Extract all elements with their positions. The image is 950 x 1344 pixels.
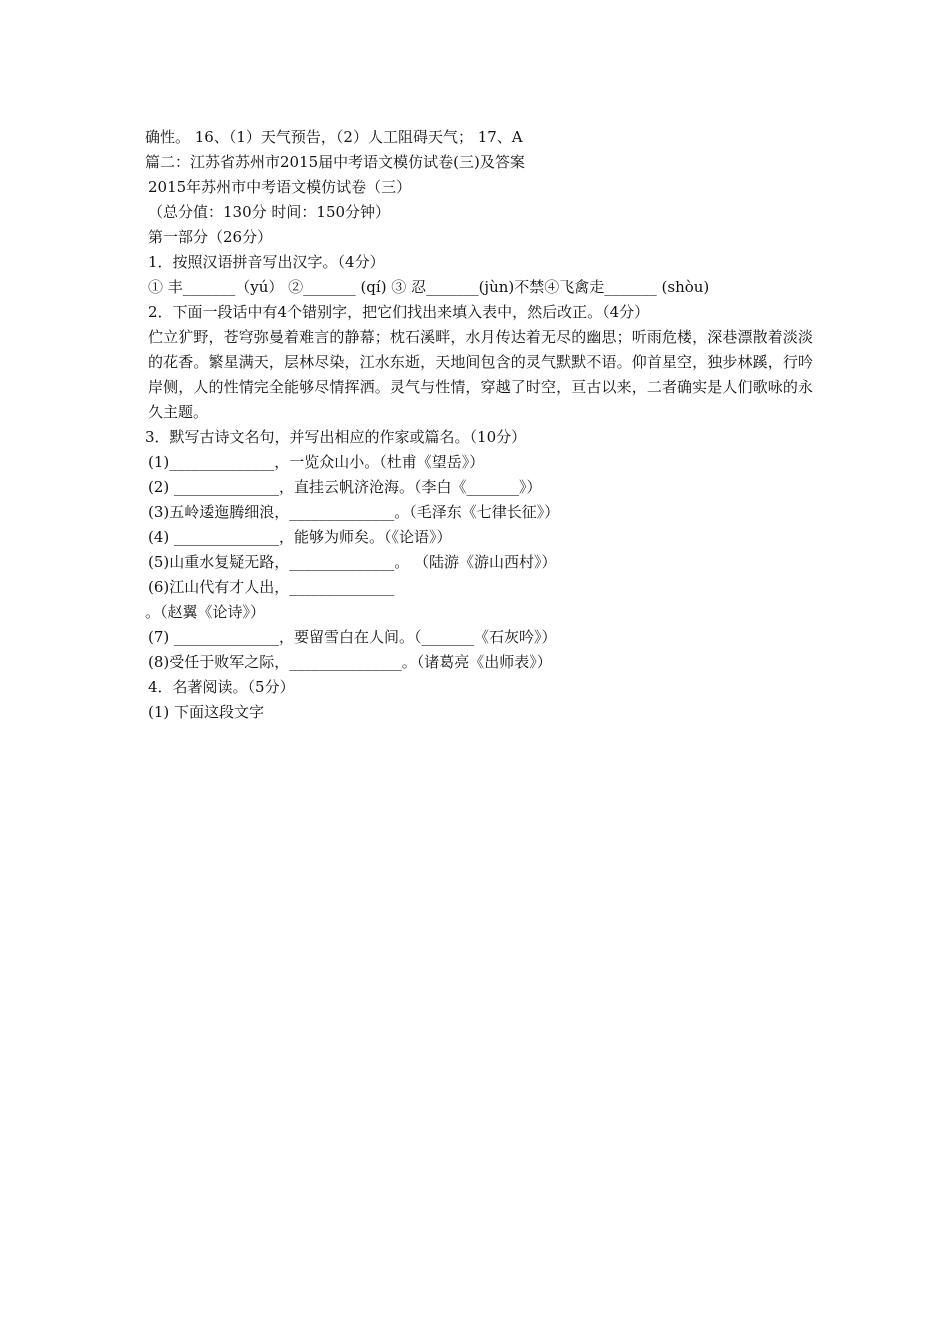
exam-info: （总分值：130分 时间：150分钟） [148,203,391,221]
exam-title: 2015年苏州市中考语文模仿试卷（三） [148,178,412,196]
question-2: 2．下面一段话中有4个错别字，把它们找出来填入表中，然后改正。（4分） [148,303,650,321]
document-body [145,125,815,725]
question-3-item-8: (8)受任于败军之际，_______________。（诸葛亮《出师表》） [148,653,552,671]
question-3-item-1: (1)______________，一览众山小。（杜甫《望岳》） [148,453,485,471]
question-3-item-5: (5)山重水复疑无路，______________。 （陆游《游山西村》） [148,553,557,571]
question-3-item-2: (2) ______________，直挂云帆济沧海。（李白《_______》） [148,478,542,496]
question-3-item-6-cont: 。（赵翼《论诗》） [145,603,266,621]
section-heading: 第一部分（26分） [148,228,273,246]
question-1-items: ① 丰_______（yú） ②_______ (qí) ③ 忍_______(jùn)不禁④飞禽走_______ (shòu) [148,278,710,296]
question-4-item-1: (1) 下面这段文字 [148,703,265,721]
question-4: 4．名著阅读。（5分） [148,678,295,696]
answer-line: 确性。 16、（1）天气预告，（2）人工阻碍天气； 17、A [145,128,523,146]
question-3-item-7: (7) ______________，要留雪白在人间。（_______《石灰吟》） [148,628,557,646]
question-2-passage: 伫立犷野，苍穹弥曼着难言的静幕；枕石溪畔，水月传达着无尽的幽思；听雨危楼，深巷漂散着淡淡的花香。繁星满天，层林尽染，江水东逝，天地间包含的灵气默默不语。仰首星空，独步林蹊，行吟岸侧，人的性情完全能够尽情挥洒。灵气与性情，穿越了时空，亘古以来，二者确实是人们歌咏的永久主题。 [148,328,813,421]
article-title: 篇二：江苏省苏州市2015届中考语文模仿试卷(三)及答案 [145,153,525,171]
question-1: 1．按照汉语拼音写出汉字。（4分） [148,253,385,271]
question-3: 3．默写古诗文名句，并写出相应的作家或篇名。（10分） [145,428,527,446]
question-3-item-4: (4) ______________，能够为师矣。（《论语》） [148,528,452,546]
question-3-item-6: (6)江山代有才人出，______________ [148,578,395,596]
question-3-item-3: (3)五岭逶迤腾细浪，______________。（毛泽东《七律长征》） [148,503,560,521]
